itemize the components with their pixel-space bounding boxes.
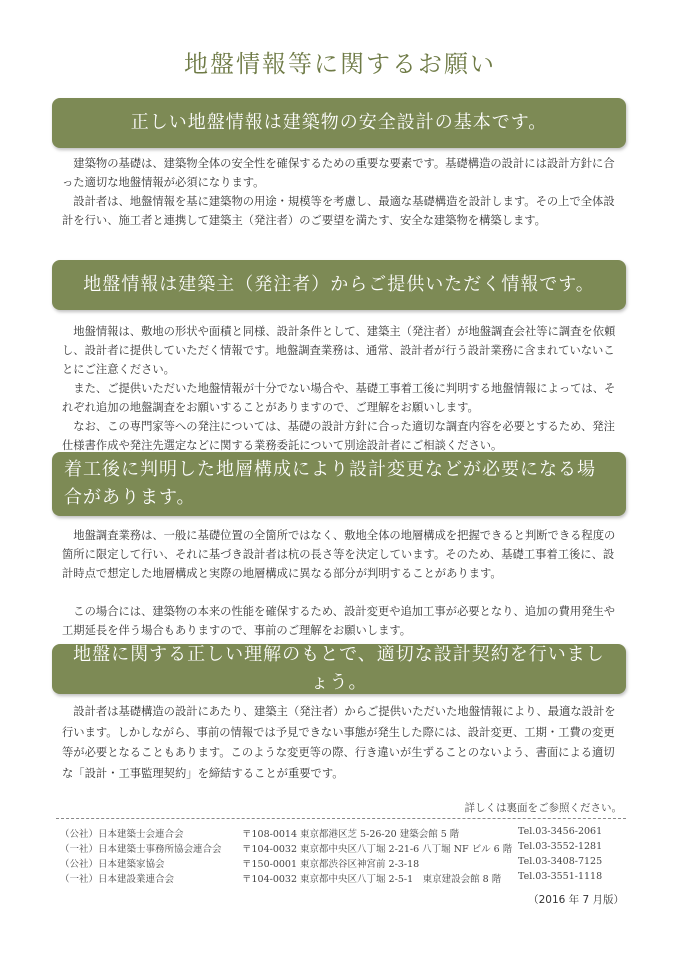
section-heading-3: 着工後に判明した地層構成により設計変更などが必要になる場合があります。 [52, 452, 626, 516]
organization-address: 〒150-0001 東京都渋谷区神宮前 2-3-18 [242, 859, 420, 870]
organization-name: （一社）日本建設業連合会 [60, 874, 175, 885]
organization-row [60, 826, 626, 840]
section-2-paragraph-2: また、ご提供いただいた地盤情報が十分でない場合や、基礎工事着工後に判明する地盤情報によっては、それぞれ追加の地盤調査をお願いすることがありますので、ご理解をお願いします。 [62, 382, 616, 414]
page-title: 地盤情報等に関するお願い [184, 50, 496, 78]
organization-row [60, 856, 626, 870]
section-1-paragraph-1: 建築物の基礎は、建築物全体の安全性を確保するための重要な要素です。基礎構造の設計には設計方針に合った適切な地盤情報が必須になります。 [62, 157, 615, 189]
organization-tel: Tel.03-3551-1118 [518, 871, 603, 882]
organization-name: （一社）日本建築士事務所協会連合会 [60, 844, 222, 855]
section-4-paragraph-1: 設計者は基礎構造の設計にあたり、建築主（発注者）からご提供いただいた地盤情報により、最適な設計を行います。しかしながら、事前の情報では予見できない事態が発生した際には、設計変更、工期・工費の変更等が必要となることもあります。このような変更等の際、行き違いが生ずることのないよう、書面による適切な「設計・工事監理契約」を締結することが重要です。 [62, 705, 616, 780]
reference-note: 詳しくは裏面をご参照ください。 [464, 802, 622, 814]
section-3-paragraph-1: 地盤調査業務は、一般に基礎位置の全箇所ではなく、敷地全体の地層構成を把握できると判断できる程度の箇所に限定して行い、それに基づき設計者は杭の長さ等を決定しています。そのため、基礎工事着工後に、設計時点で想定した地層構成と実際の地層構成に異なる部分が判明することがあります。 [62, 529, 616, 580]
organization-address: 〒104-0032 東京都中央区八丁堀 2-5-1 東京建設会館 8 階 [242, 874, 502, 885]
organization-name: （公社）日本建築士会連合会 [60, 829, 184, 840]
footer-divider [56, 818, 626, 819]
organization-tel: Tel.03-3456-2061 [518, 826, 603, 837]
section-2-paragraph-3: なお、この専門家等への発注については、基礎の設計方針に合った適切な調査内容を必要とするため、発注仕様書作成や発注先選定などに関する業務委託について別途設計者にご相談ください。 [62, 420, 615, 452]
section-1-paragraph-2: 設計者は、地盤情報を基に建築物の用途・規模等を考慮し、最適な基礎構造を設計します。その上で全体設計を行い、施工者と連携して建築主（発注者）のご要望を満たす、安全な建築物を構築します。 [62, 195, 615, 227]
section-3-paragraph-2: この場合には、建築物の本来の性能を確保するため、設計変更や追加工事が必要となり、追加の費用発生や工期延長を伴う場合もありますので、事前のご理解をお願いします。 [62, 605, 616, 637]
section-heading-2: 地盤情報は建築主（発注者）からご提供いただく情報です。 [52, 260, 626, 310]
organization-tel: Tel.03-3552-1281 [518, 841, 603, 852]
organization-address: 〒104-0032 東京都中央区八丁堀 2-21-6 八丁堀 NF ビル 6 階 [242, 844, 513, 855]
section-2-paragraph-1: 地盤情報は、敷地の形状や面積と同様、設計条件として、建築主（発注者）が地盤調査会社等に調査を依頼し、設計者に提供していただく情報です。地盤調査業務は、通常、設計者が行う設計業務に含まれていないことにご注意ください。 [62, 325, 616, 376]
organization-tel: Tel.03-3408-7125 [518, 856, 603, 867]
organization-row [60, 841, 626, 855]
organization-name: （公社）日本建築家協会 [60, 859, 165, 870]
edition-label: （2016 年 7 月版） [528, 894, 624, 906]
section-heading-4: 地盤に関する正しい理解のもとで、適切な設計契約を行いましょう。 [52, 644, 626, 694]
organization-row [60, 871, 626, 885]
section-heading-1: 正しい地盤情報は建築物の安全設計の基本です。 [52, 98, 626, 148]
organization-address: 〒108-0014 東京都港区芝 5-26-20 建築会館 5 階 [242, 829, 460, 840]
